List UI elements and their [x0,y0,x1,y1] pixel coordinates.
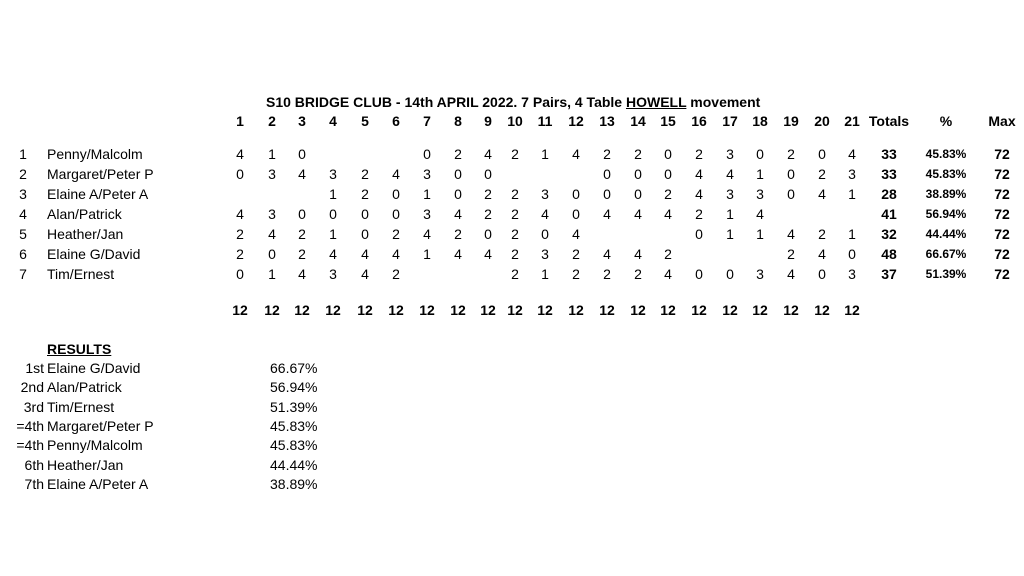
board-header: 8 [454,113,462,129]
result-place: 1st [25,360,44,376]
results-heading: RESULTS [47,341,112,357]
board-total: 12 [388,302,404,318]
board-header: 19 [783,113,799,129]
pair-percent: 51.39% [925,267,967,281]
board-score: 1 [329,226,337,242]
board-total: 12 [480,302,496,318]
board-score: 2 [634,266,642,282]
board-score: 0 [634,166,642,182]
board-score: 0 [726,266,734,282]
result-name: Heather/Jan [47,456,124,473]
board-header: 15 [660,113,676,129]
pair-number: 3 [19,186,27,202]
board-score: 4 [695,186,703,202]
result-percent: 44.44% [270,456,318,473]
board-total: 12 [599,302,615,318]
board-score: 2 [484,186,492,202]
board-score: 2 [511,206,519,222]
board-score: 4 [603,246,611,262]
result-name: Margaret/Peter P [47,417,154,434]
board-score: 4 [268,226,276,242]
result-percent: 45.83% [270,437,318,454]
board-score: 0 [603,166,611,182]
board-score: 2 [787,246,795,262]
board-score: 0 [818,266,826,282]
result-percent: 66.67% [270,360,318,376]
board-header: 21 [844,113,860,129]
board-score: 1 [726,206,734,222]
pair-total: 41 [881,206,897,222]
board-score: 3 [726,146,734,162]
pair-name: Heather/Jan [47,226,124,242]
pair-max: 72 [994,206,1010,222]
board-score: 0 [756,146,764,162]
result-place: 2nd [20,379,44,396]
board-score: 2 [511,226,519,242]
board-score: 2 [392,226,400,242]
board-score: 2 [361,186,369,202]
board-total: 12 [507,302,523,318]
board-score: 2 [695,146,703,162]
board-score: 1 [268,266,276,282]
board-score: 3 [541,186,549,202]
board-score: 4 [664,206,672,222]
board-score: 4 [818,246,826,262]
board-score: 4 [298,166,306,182]
pair-number: 5 [19,226,27,242]
board-score: 3 [329,166,337,182]
board-score: 3 [268,166,276,182]
board-score: 2 [695,206,703,222]
board-score: 4 [361,266,369,282]
board-score: 2 [484,206,492,222]
pair-name: Elaine A/Peter A [47,186,149,202]
board-score: 0 [329,206,337,222]
board-score: 2 [787,146,795,162]
board-score: 2 [818,166,826,182]
board-score: 3 [541,246,549,262]
board-header: 4 [329,113,337,129]
pair-name: Elaine G/David [47,246,141,262]
board-score: 4 [329,246,337,262]
board-score: 2 [454,146,462,162]
board-header: 18 [752,113,768,129]
pair-max: 72 [994,146,1010,162]
board-score: 4 [361,246,369,262]
board-score: 0 [484,226,492,242]
board-score: 4 [634,246,642,262]
board-score: 0 [423,146,431,162]
board-score: 4 [572,226,580,242]
board-score: 2 [298,226,306,242]
board-score: 0 [298,206,306,222]
board-score: 1 [423,186,431,202]
pair-percent: 44.44% [925,227,967,241]
pair-total: 32 [881,226,897,242]
board-total: 12 [568,302,584,318]
board-total: 12 [844,302,860,318]
board-score: 2 [634,146,642,162]
board-score: 4 [236,146,244,162]
board-score: 1 [268,146,276,162]
board-total: 12 [691,302,707,318]
board-header: 6 [392,113,400,129]
pair-number: 6 [19,246,27,262]
sheet-title [266,95,760,109]
board-score: 2 [603,146,611,162]
board-score: 3 [423,166,431,182]
board-score: 2 [236,246,244,262]
board-score: 0 [236,266,244,282]
result-place: =4th [16,417,44,434]
pair-percent: 45.83% [925,147,967,161]
board-total: 12 [450,302,466,318]
board-score: 4 [756,206,764,222]
board-total: 12 [630,302,646,318]
pair-number: 2 [19,166,27,182]
result-name: Elaine G/David [47,360,141,376]
board-score: 2 [603,266,611,282]
board-score: 4 [392,166,400,182]
board-score: 0 [634,186,642,202]
pair-number: 4 [19,206,27,222]
board-score: 3 [756,266,764,282]
result-place: 7th [24,475,44,492]
board-header: 9 [484,113,492,129]
pair-max: 72 [994,226,1010,242]
board-score: 0 [818,146,826,162]
board-score: 0 [392,206,400,222]
title-suffix: movement [686,94,761,110]
percent-header: % [939,113,953,129]
board-header: 13 [599,113,615,129]
board-score: 4 [454,246,462,262]
board-score: 0 [392,186,400,202]
board-header: 11 [537,113,553,129]
board-score: 0 [268,246,276,262]
board-score: 0 [454,186,462,202]
board-score: 0 [572,186,580,202]
board-total: 12 [294,302,310,318]
board-score: 4 [423,226,431,242]
board-score: 3 [268,206,276,222]
board-score: 0 [541,226,549,242]
board-score: 3 [756,186,764,202]
board-score: 2 [454,226,462,242]
board-total: 12 [537,302,553,318]
board-score: 0 [361,206,369,222]
result-name: Alan/Patrick [47,379,122,396]
board-header: 17 [722,113,738,129]
board-score: 1 [848,186,856,202]
board-score: 1 [848,226,856,242]
board-total: 12 [419,302,435,318]
board-score: 4 [634,206,642,222]
board-score: 0 [695,226,703,242]
board-total: 12 [783,302,799,318]
pair-total: 33 [881,166,897,182]
pair-percent: 45.83% [925,167,967,181]
board-header: 20 [814,113,830,129]
board-score: 3 [423,206,431,222]
board-total: 12 [814,302,830,318]
pair-name: Margaret/Peter P [47,166,154,182]
result-place: =4th [16,437,44,454]
pair-name: Tim/Ernest [47,266,115,282]
board-score: 3 [848,166,856,182]
board-score: 2 [361,166,369,182]
board-score: 0 [454,166,462,182]
pair-number: 7 [19,266,27,282]
board-total: 12 [232,302,248,318]
pair-total: 28 [881,186,897,202]
board-score: 2 [511,146,519,162]
board-score: 0 [484,166,492,182]
board-score: 2 [392,266,400,282]
board-score: 4 [787,266,795,282]
board-score: 3 [848,266,856,282]
board-score: 4 [484,146,492,162]
board-total: 12 [357,302,373,318]
board-score: 4 [298,266,306,282]
result-percent: 56.94% [270,379,318,396]
board-score: 2 [664,186,672,202]
board-score: 2 [572,266,580,282]
board-header: 7 [423,113,431,129]
board-score: 1 [541,146,549,162]
board-score: 1 [541,266,549,282]
board-score: 4 [572,146,580,162]
board-score: 2 [236,226,244,242]
board-header: 12 [568,113,584,129]
board-score: 2 [511,266,519,282]
board-score: 1 [726,226,734,242]
board-score: 4 [236,206,244,222]
board-score: 0 [361,226,369,242]
result-percent: 45.83% [270,417,318,434]
result-name: Elaine A/Peter A [47,475,149,492]
board-total: 12 [722,302,738,318]
board-score: 0 [787,186,795,202]
result-place: 6th [24,456,44,473]
board-score: 0 [664,146,672,162]
board-score: 4 [664,266,672,282]
board-score: 0 [603,186,611,202]
board-score: 4 [392,246,400,262]
board-score: 0 [695,266,703,282]
board-score: 0 [664,166,672,182]
board-score: 3 [329,266,337,282]
result-name: Tim/Ernest [47,398,115,415]
board-header: 1 [236,113,244,129]
board-score: 3 [726,186,734,202]
board-score: 1 [423,246,431,262]
title-prefix: S10 BRIDGE CLUB - 14th APRIL 2022. 7 Pairs, 4 Table [266,94,626,110]
board-score: 2 [664,246,672,262]
board-score: 4 [695,166,703,182]
board-total: 12 [660,302,676,318]
pair-name: Penny/Malcolm [47,146,143,162]
board-score: 2 [298,246,306,262]
board-score: 0 [236,166,244,182]
title-movement-type: HOWELL [625,94,687,110]
board-header: 16 [691,113,707,129]
pair-total: 33 [881,146,897,162]
pair-max: 72 [994,186,1010,202]
pair-percent: 56.94% [925,207,967,221]
board-score: 0 [848,246,856,262]
board-score: 1 [329,186,337,202]
board-header: 14 [630,113,646,129]
result-percent: 51.39% [270,398,318,415]
max-header: Max [988,113,1016,129]
board-score: 4 [484,246,492,262]
board-header: 3 [298,113,306,129]
board-score: 4 [726,166,734,182]
pair-percent: 38.89% [925,187,967,201]
board-score: 0 [572,206,580,222]
pair-max: 72 [994,246,1010,262]
board-header: 2 [268,113,276,129]
board-score: 4 [603,206,611,222]
board-score: 2 [511,186,519,202]
board-score: 4 [818,186,826,202]
board-score: 1 [756,166,764,182]
board-total: 12 [752,302,768,318]
pair-number: 1 [19,146,27,162]
board-score: 0 [298,146,306,162]
board-score: 4 [541,206,549,222]
totals-header: Totals [868,113,910,129]
board-score: 0 [787,166,795,182]
pair-percent: 66.67% [925,247,967,261]
result-name: Penny/Malcolm [47,437,143,454]
board-score: 2 [572,246,580,262]
pair-max: 72 [994,266,1010,282]
board-header: 5 [361,113,369,129]
board-score: 4 [454,206,462,222]
pair-total: 48 [881,246,897,262]
board-score: 4 [848,146,856,162]
board-total: 12 [325,302,341,318]
result-percent: 38.89% [270,475,318,492]
board-score: 1 [756,226,764,242]
board-score: 4 [787,226,795,242]
board-total: 12 [264,302,280,318]
pair-max: 72 [994,166,1010,182]
pair-total: 37 [881,266,897,282]
board-header: 10 [507,113,523,129]
board-score: 2 [511,246,519,262]
result-place: 3rd [23,398,44,415]
pair-name: Alan/Patrick [47,206,122,222]
board-score: 2 [818,226,826,242]
